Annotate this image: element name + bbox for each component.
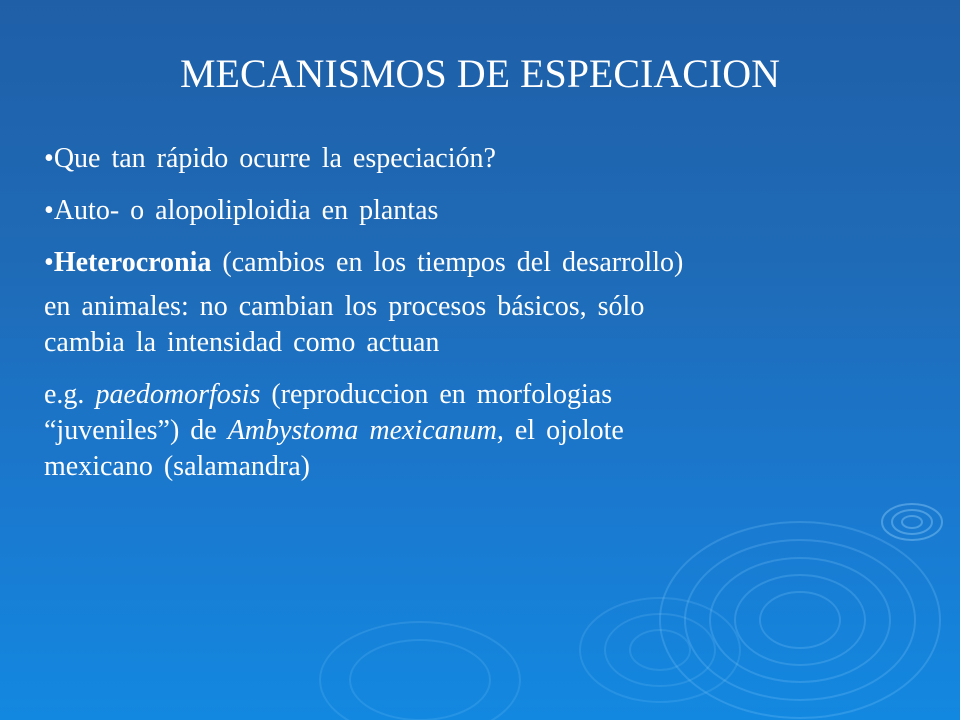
bullet-marker: • (44, 195, 54, 226)
bullet-marker: • (44, 143, 54, 174)
example-text-4: mexicano (salamandra) (44, 451, 310, 482)
bullet-item (44, 141, 914, 177)
bullet-marker: • (44, 247, 54, 278)
bullet-text: Que tan rápido ocurre la especiación? (53, 143, 496, 174)
animals-line-1: en animales: no cambian los procesos básicos, sólo (44, 291, 645, 322)
slide-title: MECANISMOS DE ESPECIACION (179, 51, 781, 96)
animals-paragraph (44, 289, 914, 361)
bullet-text: Auto- o alopoliploidia en plantas (53, 195, 439, 226)
animals-line-2: cambia la intensidad como actuan (44, 327, 440, 358)
slide-body (44, 141, 914, 501)
paedomorfosis-term: paedomorfosis (95, 379, 261, 410)
example-paragraph (44, 377, 914, 485)
example-prefix: e.g. (44, 379, 96, 410)
heterocronia-term: Heterocronia (53, 247, 212, 278)
example-text-1: (reproduccion en morfologias (260, 379, 613, 410)
example-text-3: el ojolote (503, 415, 624, 446)
bullet-item (44, 193, 914, 229)
species-name: Ambystoma mexicanum, (227, 415, 504, 446)
bullet-text: (cambios en los tiempos del desarrollo) (211, 247, 684, 278)
example-text-2: “juveniles”) de (44, 415, 228, 446)
bullet-item (44, 245, 914, 281)
